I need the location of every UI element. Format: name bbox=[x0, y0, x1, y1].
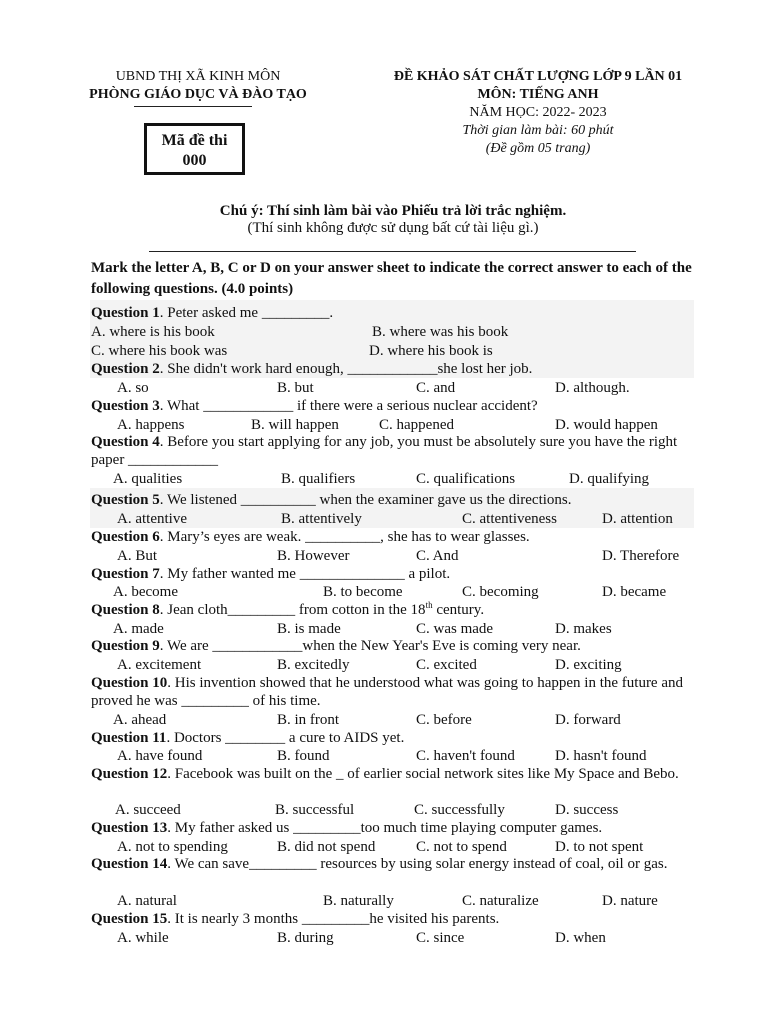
option-d: D. hasn't found bbox=[555, 748, 647, 764]
option-a: A. so bbox=[117, 380, 149, 396]
question-text: . She didn't work hard enough, ____________she lost her job. bbox=[159, 361, 533, 377]
option-d: D. although. bbox=[555, 380, 630, 396]
question-1 bbox=[91, 304, 701, 322]
question-label: Question 1 bbox=[91, 305, 160, 321]
question-label: Question 6 bbox=[91, 529, 160, 545]
question-text: . We listened __________ when the examiner gave us the directions. bbox=[159, 492, 572, 508]
option-d: D. nature bbox=[602, 893, 658, 909]
question-text: . His invention showed that he understood what was going to happen in the future and proved he was _________ of his time. bbox=[91, 675, 684, 709]
note-line-2: (Thí sinh không được sử dụng bất cứ tài liệu gì.) bbox=[247, 220, 539, 236]
question-label: Question 9 bbox=[91, 638, 160, 654]
option-c: C. naturalize bbox=[462, 893, 539, 909]
option-c: C. happened bbox=[379, 417, 454, 433]
question-3 bbox=[91, 397, 701, 415]
option-b: B. to become bbox=[323, 584, 403, 600]
option-d: D. success bbox=[555, 802, 619, 818]
option-c: C. becoming bbox=[462, 584, 539, 600]
exam-code-value: 000 bbox=[182, 152, 207, 169]
header-right bbox=[370, 68, 706, 158]
option-b: B. However bbox=[277, 548, 350, 564]
option-d: D. forward bbox=[555, 712, 621, 728]
subject-line: MÔN: TIẾNG ANH bbox=[477, 87, 599, 102]
option-d: D. where his book is bbox=[369, 343, 493, 359]
question-label: Question 7 bbox=[91, 566, 160, 582]
exam-code-label: Mã đề thi bbox=[161, 132, 228, 149]
option-a: A. while bbox=[117, 930, 169, 946]
option-a: A. ahead bbox=[113, 712, 167, 728]
question-text: . We can save_________ resources by using solar energy instead of coal, oil or gas. bbox=[167, 856, 668, 872]
section-instruction: Mark the letter A, B, C or D on your answer sheet to indicate the correct answer to each of the following questions. (4.0 points) bbox=[91, 260, 692, 297]
option-c: C. excited bbox=[416, 657, 477, 673]
option-c: C. where his book was bbox=[91, 343, 228, 359]
question-label: Question 5 bbox=[91, 492, 160, 508]
question-2 bbox=[91, 360, 701, 378]
question-5 bbox=[91, 491, 701, 509]
question-text: . My father asked us _________too much time playing computer games. bbox=[167, 820, 603, 836]
question-text: . Mary’s eyes are weak. __________, she has to wear glasses. bbox=[159, 529, 530, 545]
option-b: B. during bbox=[277, 930, 334, 946]
option-a: A. not to spending bbox=[117, 839, 228, 855]
question-text: . What ____________ if there were a serious nuclear accident? bbox=[159, 398, 538, 414]
option-c: C. and bbox=[416, 380, 456, 396]
option-c: C. attentiveness bbox=[462, 511, 557, 527]
question-label: Question 10 bbox=[91, 675, 168, 691]
option-a: A. succeed bbox=[115, 802, 181, 818]
superscript-th: th bbox=[425, 600, 433, 610]
option-a: A. But bbox=[117, 548, 158, 564]
question-9 bbox=[91, 637, 701, 655]
exam-code-box bbox=[144, 123, 245, 175]
option-d: D. Therefore bbox=[602, 548, 680, 564]
question-label: Question 14 bbox=[91, 856, 168, 872]
question-13 bbox=[91, 819, 701, 837]
page-count: (Đề gồm 05 trang) bbox=[485, 141, 591, 156]
question-7 bbox=[91, 565, 701, 583]
question-label: Question 12 bbox=[91, 766, 168, 782]
department-line: UBND THỊ XÃ KINH MÔN bbox=[115, 69, 281, 84]
exam-title: ĐỀ KHẢO SÁT CHẤT LƯỢNG LỚP 9 LẦN 01 bbox=[393, 69, 683, 84]
option-c: C. successfully bbox=[414, 802, 505, 818]
option-a: A. attentive bbox=[117, 511, 187, 527]
option-a: A. happens bbox=[117, 417, 185, 433]
question-15 bbox=[91, 910, 701, 928]
question-14 bbox=[91, 855, 701, 873]
question-4 bbox=[91, 433, 701, 469]
option-d: D. would happen bbox=[555, 417, 658, 433]
question-label: Question 3 bbox=[91, 398, 160, 414]
question-11 bbox=[91, 729, 701, 747]
question-label: Question 13 bbox=[91, 820, 168, 836]
option-b: B. where was his book bbox=[372, 324, 509, 340]
option-b: B. but bbox=[277, 380, 314, 396]
option-c: C. haven't found bbox=[416, 748, 515, 764]
question-8 bbox=[91, 601, 701, 619]
option-c: C. qualifications bbox=[416, 471, 516, 487]
option-d: D. when bbox=[555, 930, 606, 946]
option-b: B. successful bbox=[275, 802, 355, 818]
option-b: B. qualifiers bbox=[281, 471, 356, 487]
option-a: A. qualities bbox=[113, 471, 183, 487]
header-underline bbox=[134, 106, 252, 107]
option-d: D. to not spent bbox=[555, 839, 644, 855]
question-text: . Jean cloth_________ from cotton in the 18 bbox=[159, 602, 426, 618]
time-limit: Thời gian làm bài: 60 phút bbox=[462, 123, 614, 138]
option-a: A. excitement bbox=[117, 657, 202, 673]
option-c: C. was made bbox=[416, 621, 494, 637]
option-b: B. naturally bbox=[323, 893, 394, 909]
option-b: B. attentively bbox=[281, 511, 362, 527]
option-a: A. made bbox=[113, 621, 164, 637]
separator-line bbox=[149, 251, 636, 252]
question-text: . Peter asked me _________. bbox=[159, 305, 334, 321]
question-text: . Facebook was built on the _ of earlier social network sites like My Space and Bebo. bbox=[167, 766, 679, 782]
question-10 bbox=[91, 674, 701, 710]
question-label: Question 2 bbox=[91, 361, 160, 377]
option-b: B. is made bbox=[277, 621, 341, 637]
question-12 bbox=[91, 765, 701, 783]
option-b: B. excitedly bbox=[277, 657, 350, 673]
question-text: . My father wanted me ______________ a pilot. bbox=[159, 566, 451, 582]
option-a: A. where is his book bbox=[91, 324, 215, 340]
question-text: . Before you start applying for any job, you must be absolutely sure you have the right paper ____________ bbox=[91, 434, 678, 468]
question-text: . Doctors ________ a cure to AIDS yet. bbox=[166, 730, 405, 746]
question-label: Question 4 bbox=[91, 434, 160, 450]
header-left bbox=[78, 68, 318, 104]
option-a: A. natural bbox=[117, 893, 177, 909]
option-d: D. attention bbox=[602, 511, 673, 527]
school-year: NĂM HỌC: 2022- 2023 bbox=[469, 105, 607, 120]
question-label: Question 11 bbox=[91, 730, 167, 746]
option-c: C. not to spend bbox=[416, 839, 507, 855]
question-text: . We are ____________when the New Year's Eve is coming very near. bbox=[159, 638, 581, 654]
question-6 bbox=[91, 528, 701, 546]
option-b: B. in front bbox=[277, 712, 340, 728]
option-c: C. before bbox=[416, 712, 472, 728]
question-text: . It is nearly 3 months _________he visited his parents. bbox=[167, 911, 500, 927]
question-label: Question 15 bbox=[91, 911, 168, 927]
option-d: D. makes bbox=[555, 621, 612, 637]
note-line-1: Chú ý: Thí sinh làm bài vào Phiếu trả lời trắc nghiệm. bbox=[219, 203, 567, 219]
option-b: B. will happen bbox=[251, 417, 339, 433]
option-a: A. have found bbox=[117, 748, 203, 764]
option-a: A. become bbox=[113, 584, 178, 600]
option-d: D. became bbox=[602, 584, 667, 600]
option-b: B. found bbox=[277, 748, 330, 764]
option-b: B. did not spend bbox=[277, 839, 376, 855]
option-c: C. And bbox=[416, 548, 459, 564]
question-label: Question 8 bbox=[91, 602, 160, 618]
office-line: PHÒNG GIÁO DỤC VÀ ĐÀO TẠO bbox=[89, 87, 307, 102]
question-text-end: century. bbox=[432, 602, 485, 618]
option-c: C. since bbox=[416, 930, 465, 946]
exam-note bbox=[90, 203, 696, 237]
option-d: D. qualifying bbox=[569, 471, 649, 487]
option-d: D. exciting bbox=[555, 657, 622, 673]
